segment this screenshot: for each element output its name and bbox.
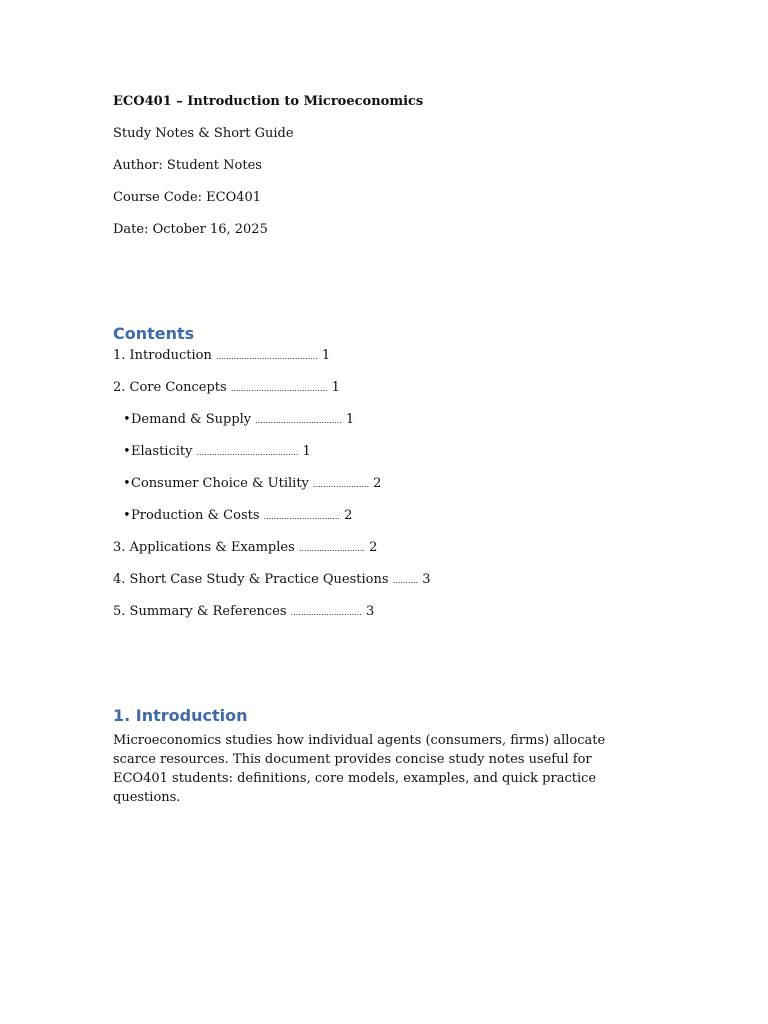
toc-page-number: 3 xyxy=(366,604,375,619)
toc-page-number: 2 xyxy=(369,540,378,555)
bullet-icon: • xyxy=(123,508,131,523)
contents-heading: Contents xyxy=(113,324,195,343)
toc-leader-dots: ........................................ xyxy=(196,448,299,457)
toc-item-applications[interactable] xyxy=(113,540,377,557)
toc-item-core-concepts[interactable] xyxy=(113,380,340,397)
toc-item-demand-supply[interactable] xyxy=(123,412,354,429)
section-heading-introduction: 1. Introduction xyxy=(113,706,248,725)
toc-item-label: 5. Summary & References xyxy=(113,604,287,619)
toc-leader-dots: ...................................... xyxy=(230,384,328,393)
toc-leader-dots: ........................................ xyxy=(216,352,318,361)
toc-page-number: 3 xyxy=(422,572,431,587)
bullet-icon: • xyxy=(123,444,131,459)
toc-leader-dots: .................................. xyxy=(255,416,342,425)
toc-page-number: 1 xyxy=(331,380,340,395)
toc-item-label: 4. Short Case Study & Practice Questions xyxy=(113,572,389,587)
toc-page-number: 1 xyxy=(345,412,355,427)
toc-item-consumer-choice[interactable] xyxy=(123,476,381,493)
introduction-paragraph: Microeconomics studies how individual agents (consumers, firms) allocate scarce resources. This document provides concise study notes useful for ECO401 students: definitions, core models, examples, and quick practice questions. xyxy=(113,733,606,805)
toc-item-elasticity[interactable] xyxy=(123,444,311,461)
toc-leader-dots: .......... xyxy=(392,576,419,585)
toc-item-introduction[interactable] xyxy=(113,348,330,365)
toc-page-number: 2 xyxy=(373,476,382,491)
toc-page-number: 1 xyxy=(321,348,331,363)
toc-item-label: Production & Costs xyxy=(131,508,260,523)
bullet-icon: • xyxy=(123,476,131,491)
document-title: ECO401 – Introduction to Microeconomics xyxy=(113,94,424,109)
toc-item-summary[interactable] xyxy=(113,604,374,621)
date-line: Date: October 16, 2025 xyxy=(113,222,268,237)
toc-item-label: 3. Applications & Examples xyxy=(113,540,295,555)
author-line: Author: Student Notes xyxy=(113,158,262,173)
toc-leader-dots: ...................... xyxy=(313,480,369,489)
toc-item-production-costs[interactable] xyxy=(123,508,352,525)
document-subtitle: Study Notes & Short Guide xyxy=(113,126,294,141)
toc-item-label: Demand & Supply xyxy=(131,412,252,427)
toc-item-case-study[interactable] xyxy=(113,572,431,589)
toc-item-label: Elasticity xyxy=(131,444,193,459)
toc-item-label: Consumer Choice & Utility xyxy=(131,476,309,491)
toc-page-number: 2 xyxy=(344,508,353,523)
toc-leader-dots: .......................... xyxy=(298,544,366,553)
toc-item-label: 1. Introduction xyxy=(113,348,212,363)
course-code-line: Course Code: ECO401 xyxy=(113,190,262,205)
bullet-icon: • xyxy=(123,412,131,427)
toc-item-label: 2. Core Concepts xyxy=(113,380,227,395)
toc-leader-dots: ............................ xyxy=(290,608,362,617)
toc-leader-dots: .............................. xyxy=(263,512,340,521)
toc-page-number: 1 xyxy=(302,444,311,459)
